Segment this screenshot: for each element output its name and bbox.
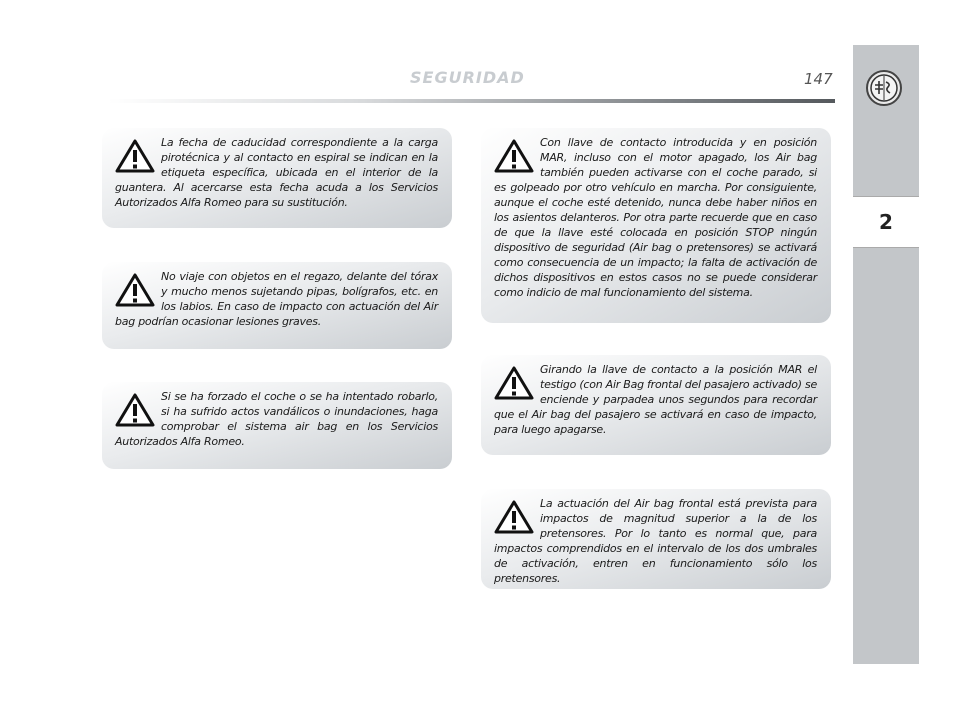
alfa-romeo-logo [866,70,902,106]
warning-box-ignition [481,128,831,323]
warning-triangle-icon [115,273,155,309]
side-tab [853,45,919,664]
warning-box-pretensioners [481,489,831,589]
page-number: 147 [804,70,833,88]
warning-box-indicator [481,355,831,455]
warning-box-forced [102,382,452,469]
warning-triangle-icon [494,500,534,536]
warning-triangle-icon [494,366,534,402]
warning-text: No viaje con objetos en el regazo, delante del tórax y mucho menos sujetando pipas, bolígrafos, etc. en los labios. En caso de impacto con actuación del Air bag podrían ocasionar lesiones graves. [115,270,438,328]
warning-triangle-icon [115,139,155,175]
warning-triangle-icon [494,139,534,175]
warning-text: Girando la llave de contacto a la posición MAR el testigo (con Air Bag frontal del pasajero activado) se enciende y parpadea unos segundos para recordar que el Air bag del pasajero se activará en caso de impacto, para luego apagarse. [494,363,817,436]
section-tab-number: 2 [853,196,919,248]
header-rule [108,99,835,103]
warning-box-expiry [102,128,452,228]
warning-box-objects [102,262,452,349]
warning-text: Si se ha forzado el coche o se ha intentado robarlo, si ha sufrido actos vandálicos o inundaciones, haga comprobar el sistema air bag en los Servicios Autorizados Alfa Romeo. [115,390,438,448]
warning-text: Con llave de contacto introducida y en posición MAR, incluso con el motor apagado, los Air bag también pueden activarse con el coche parado, si es golpeado por otro vehículo en marcha. Por consiguiente, aunque el coche esté detenido, nunca debe haber niños en los asientos delanteros. Por otra parte recuerde que en caso de que la llave esté colocada en posición STOP ningún dispositivo de seguridad (Air bag o pretensores) se activará como consecuencia de un impacto; la falta de activación de dichos dispositivos en estos casos no se puede considerar como indicio de mal funcionamiento del sistema. [494,136,817,299]
warning-text: La fecha de caducidad correspondiente a la carga pirotécnica y al contacto en espiral se indican en la etiqueta específica, ubicada en el interior de la guantera. Al acercarse esta fecha acuda a los Servicios Autorizados Alfa Romeo para su sustitución. [115,136,438,209]
warning-text: La actuación del Air bag frontal está prevista para impactos de magnitud superior a la de los pretensores. Por lo tanto es normal que, para impactos comprendidos en el intervalo de los dos umbrales de activación, entren en funcionamiento sólo los pretensores. [494,497,817,585]
page-title: SEGURIDAD [410,68,525,87]
warning-triangle-icon [115,393,155,429]
